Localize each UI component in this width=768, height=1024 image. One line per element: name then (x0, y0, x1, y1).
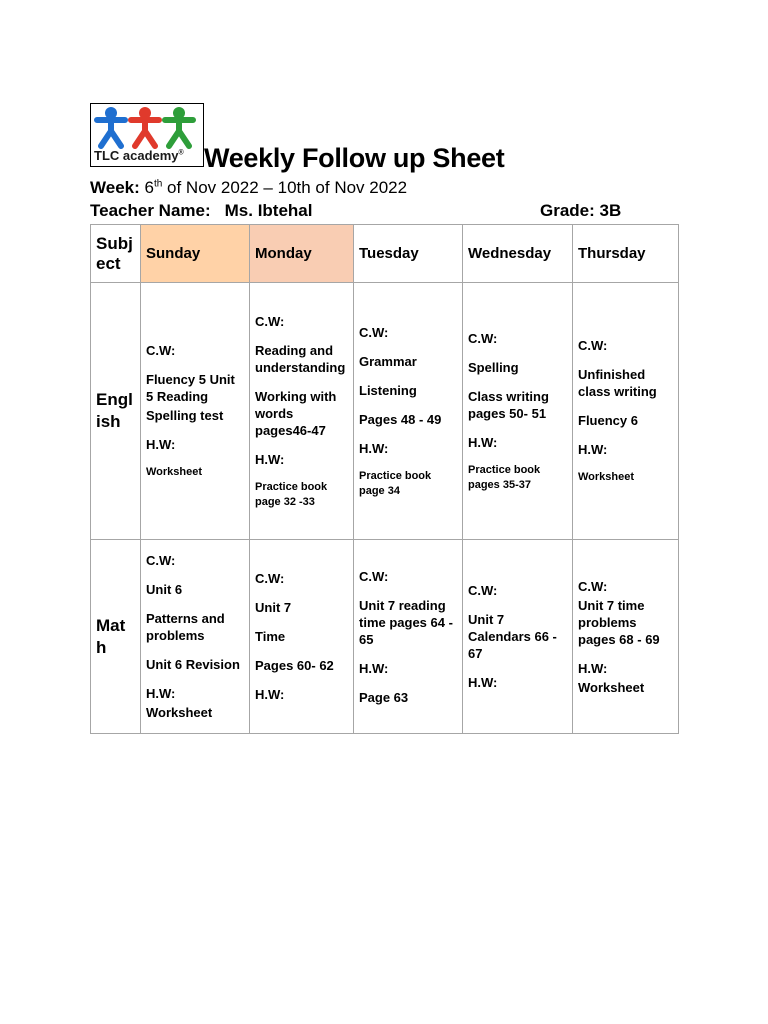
lesson-line: Unit 7 reading time pages 64 - 65 (359, 597, 453, 647)
lesson-line: Page 63 (359, 689, 409, 705)
lesson-cell (354, 540, 463, 734)
people-figures-icon (91, 104, 203, 150)
lesson-line: Spelling (468, 359, 519, 375)
subject-english: Engl ish (91, 283, 141, 540)
lesson-cell (141, 540, 250, 734)
lesson-line: Time (255, 629, 286, 644)
page-title: Weekly Follow up Sheet (204, 143, 505, 173)
tlc-academy-logo: TLC academy® (90, 103, 204, 167)
lesson-line: C.W: (578, 338, 608, 353)
lesson-cell (463, 283, 573, 540)
week-day-suffix: th (153, 178, 163, 190)
lesson-line: Pages 60- 62 (255, 658, 334, 673)
grade-label: Grade: 3B (540, 201, 622, 220)
subject-header: Subj ect (91, 225, 141, 283)
lesson-line: Class writing pages 50- 51 (468, 388, 549, 421)
lesson-line: Unit 7 Calendars 66 - 67 (468, 612, 557, 661)
day-header-sunday: Sunday (141, 225, 250, 283)
day-header-thursday: Thursday (573, 225, 679, 283)
lesson-line: Unit 6 Revision (146, 657, 240, 672)
lesson-cell (463, 540, 573, 734)
lesson-line: Practice book pages 35-37 (468, 463, 541, 491)
lesson-line: H.W: (255, 451, 285, 467)
week-range: of Nov 2022 – 10th of Nov 2022 (162, 178, 408, 197)
lesson-line: C.W: (146, 553, 176, 568)
lesson-line: Reading and understanding (255, 342, 346, 375)
lesson-line: Fluency 6 (578, 413, 638, 428)
lesson-line: Pages 48 - 49 (359, 411, 442, 427)
teacher-label: Teacher Name: (90, 201, 211, 220)
lesson-line: Worksheet (578, 471, 635, 483)
lesson-line: C.W: (468, 330, 498, 346)
subject-math: Mat h (91, 540, 141, 734)
lesson-cell (141, 283, 250, 540)
day-header-monday: Monday (250, 225, 354, 283)
lesson-line: H.W: (359, 660, 389, 676)
lesson-line: Worksheet (146, 466, 203, 478)
lesson-line: C.W: (146, 343, 176, 358)
day-header-tuesday: Tuesday (354, 225, 463, 283)
lesson-line: Fluency 5 Unit 5 Reading (146, 372, 235, 404)
lesson-line: H.W: (359, 440, 389, 456)
lesson-line: Listening (359, 382, 417, 398)
lesson-line: Unit 7 time problems pages 68 - 69 (578, 597, 660, 647)
lesson-line: H.W: (468, 434, 498, 450)
lesson-line: Patterns and problems (146, 611, 225, 643)
lesson-line: Working with words pages46-47 (255, 388, 337, 438)
lesson-line: H.W: (255, 687, 285, 702)
lesson-cell (573, 540, 679, 734)
lesson-line: Grammar (359, 353, 417, 369)
table-row (91, 540, 679, 734)
lesson-line: C.W: (255, 571, 285, 586)
week-day: 6 (144, 178, 154, 197)
day-header-wednesday: Wednesday (463, 225, 573, 283)
lesson-line: H.W: (146, 437, 176, 452)
lesson-cell (250, 283, 354, 540)
lesson-line: C.W: (359, 568, 389, 584)
lesson-line: Unit 6 (146, 582, 183, 597)
lesson-line: Unfinished class writing (578, 367, 657, 399)
lesson-line: C.W: (468, 583, 498, 598)
lesson-line: H.W: (578, 442, 608, 457)
lesson-cell (250, 540, 354, 734)
week-label: Week: (90, 178, 140, 197)
teacher-name: Ms. Ibtehal (224, 201, 313, 220)
lesson-line: H.W: (578, 660, 608, 676)
lesson-line: Practice book page 32 -33 (255, 480, 328, 508)
lesson-line: C.W: (578, 578, 608, 594)
lesson-line: Worksheet (578, 679, 645, 695)
table-row (91, 283, 679, 540)
header-row (91, 225, 679, 283)
lesson-line: Unit 7 (255, 600, 292, 615)
lesson-line: H.W: (468, 675, 498, 690)
week-line (90, 178, 407, 198)
teacher-line (90, 201, 313, 221)
lesson-line: Spelling test (146, 408, 224, 423)
schedule-table (90, 224, 679, 734)
lesson-cell (573, 283, 679, 540)
lesson-line: H.W: (146, 686, 176, 701)
lesson-line: C.W: (255, 313, 285, 329)
lesson-cell (354, 283, 463, 540)
lesson-line: C.W: (359, 324, 389, 340)
lesson-line: Practice book page 34 (359, 469, 432, 497)
lesson-line: Worksheet (146, 705, 213, 720)
